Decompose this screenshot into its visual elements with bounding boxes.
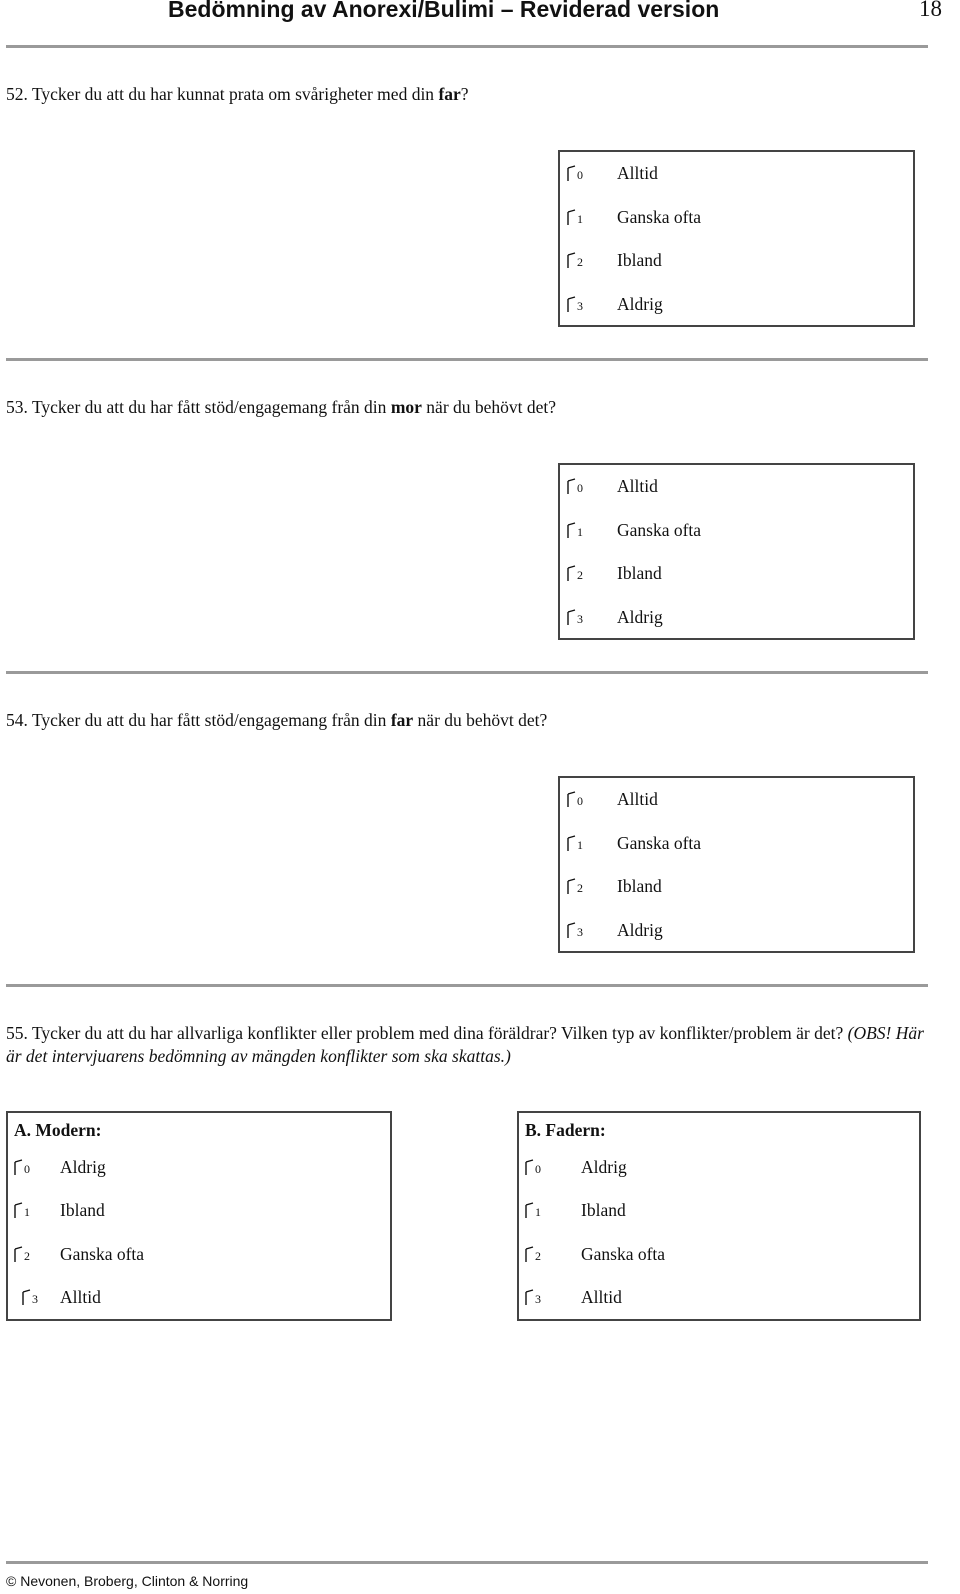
answer-box-54 bbox=[558, 776, 915, 953]
group-title: A. Modern: bbox=[14, 1120, 102, 1140]
option-label: Ibland bbox=[617, 563, 662, 583]
checkbox-icon[interactable] bbox=[567, 522, 576, 538]
option-number: 3 bbox=[577, 299, 583, 313]
option-number: 0 bbox=[535, 1162, 541, 1176]
divider bbox=[6, 984, 928, 987]
checkbox-icon[interactable] bbox=[525, 1159, 534, 1175]
question-number: 53. bbox=[6, 397, 28, 417]
group-title: B. Fadern: bbox=[525, 1120, 606, 1140]
option-number: 2 bbox=[577, 881, 583, 895]
option-number: 0 bbox=[577, 794, 583, 808]
question-text: Tycker du att du har kunnat prata om svårigheter med din bbox=[31, 84, 439, 104]
page-number: 18 bbox=[919, 0, 942, 21]
option-number: 3 bbox=[535, 1292, 541, 1306]
checkbox-icon[interactable] bbox=[14, 1159, 23, 1175]
divider bbox=[6, 358, 928, 361]
question-52 bbox=[6, 84, 469, 105]
question-emphasis: mor bbox=[390, 397, 422, 417]
checkbox-icon[interactable] bbox=[567, 565, 576, 581]
option-number: 0 bbox=[24, 1162, 30, 1176]
divider bbox=[6, 1561, 928, 1564]
answer-box-mother bbox=[6, 1111, 392, 1321]
question-number: 54. bbox=[6, 710, 28, 730]
checkbox-icon[interactable] bbox=[567, 209, 576, 225]
checkbox-icon[interactable] bbox=[567, 296, 576, 312]
option-label: Alltid bbox=[617, 789, 658, 809]
checkbox-icon[interactable] bbox=[567, 878, 576, 894]
question-53 bbox=[6, 397, 556, 418]
option-label: Alltid bbox=[617, 476, 658, 496]
option-label: Ibland bbox=[617, 876, 662, 896]
option-label: Ibland bbox=[60, 1200, 105, 1220]
option-label: Aldrig bbox=[617, 920, 663, 940]
divider bbox=[6, 45, 928, 48]
option-number: 1 bbox=[24, 1205, 30, 1219]
checkbox-icon[interactable] bbox=[525, 1289, 534, 1305]
question-emphasis: far bbox=[438, 84, 461, 104]
option-label: Ganska ofta bbox=[581, 1244, 666, 1264]
option-label: Aldrig bbox=[617, 294, 663, 314]
question-text-end: när du behövt det? bbox=[413, 710, 548, 730]
option-label: Ganska ofta bbox=[617, 833, 702, 853]
checkbox-icon[interactable] bbox=[22, 1289, 31, 1305]
checkbox-icon[interactable] bbox=[567, 252, 576, 268]
answer-box-52 bbox=[558, 150, 915, 327]
question-54 bbox=[6, 710, 547, 731]
option-number: 0 bbox=[577, 168, 583, 182]
answer-box-father bbox=[517, 1111, 921, 1321]
checkbox-icon[interactable] bbox=[567, 922, 576, 938]
question-text: Tycker du att du har fått stöd/engagemang från din bbox=[31, 397, 391, 417]
footer-copyright: © Nevonen, Broberg, Clinton & Norring bbox=[6, 1573, 249, 1589]
checkbox-icon[interactable] bbox=[14, 1202, 23, 1218]
option-label: Ibland bbox=[581, 1200, 626, 1220]
option-label: Alltid bbox=[581, 1287, 622, 1307]
question-55 bbox=[6, 1022, 936, 1068]
divider bbox=[6, 671, 928, 674]
option-number: 3 bbox=[577, 925, 583, 939]
option-label: Alltid bbox=[60, 1287, 101, 1307]
checkbox-icon[interactable] bbox=[567, 609, 576, 625]
option-number: 2 bbox=[577, 255, 583, 269]
question-text-end: ? bbox=[460, 84, 469, 104]
option-label: Ganska ofta bbox=[617, 520, 702, 540]
option-label: Aldrig bbox=[60, 1157, 106, 1177]
option-number: 1 bbox=[535, 1205, 541, 1219]
page-header-title: Bedömning av Anorexi/Bulimi – Reviderad version bbox=[168, 0, 720, 22]
option-label: Alltid bbox=[617, 163, 658, 183]
option-label: Ganska ofta bbox=[617, 207, 702, 227]
checkbox-icon[interactable] bbox=[525, 1202, 534, 1218]
option-number: 0 bbox=[577, 481, 583, 495]
checkbox-icon[interactable] bbox=[567, 835, 576, 851]
option-label: Ganska ofta bbox=[60, 1244, 145, 1264]
option-number: 1 bbox=[577, 212, 583, 226]
question-number: 55. bbox=[6, 1023, 28, 1043]
checkbox-icon[interactable] bbox=[567, 165, 576, 181]
checkbox-icon[interactable] bbox=[567, 791, 576, 807]
option-number: 3 bbox=[32, 1292, 38, 1306]
question-text: Tycker du att du har fått stöd/engagemang från din bbox=[31, 710, 391, 730]
option-number: 2 bbox=[24, 1249, 30, 1263]
option-label: Aldrig bbox=[617, 607, 663, 627]
option-label: Ibland bbox=[617, 250, 662, 270]
answer-box-53 bbox=[558, 463, 915, 640]
option-number: 1 bbox=[577, 525, 583, 539]
option-number: 2 bbox=[535, 1249, 541, 1263]
option-label: Aldrig bbox=[581, 1157, 627, 1177]
checkbox-icon[interactable] bbox=[567, 478, 576, 494]
question-text: Tycker du att du har allvarliga konflikter eller problem med dina föräldrar? Vilken typ av konflikter/problem är det? bbox=[31, 1023, 848, 1043]
question-text-end: när du behövt det? bbox=[421, 397, 557, 417]
option-number: 1 bbox=[577, 838, 583, 852]
question-number: 52. bbox=[6, 84, 28, 104]
checkbox-icon[interactable] bbox=[525, 1246, 534, 1262]
checkbox-icon[interactable] bbox=[14, 1246, 23, 1262]
question-note: (OBS! Här är det intervjuarens bedömning av mängden konflikter som ska skattas.) bbox=[6, 1023, 924, 1066]
question-emphasis: far bbox=[390, 710, 414, 730]
option-number: 2 bbox=[577, 568, 583, 582]
option-number: 3 bbox=[577, 612, 583, 626]
